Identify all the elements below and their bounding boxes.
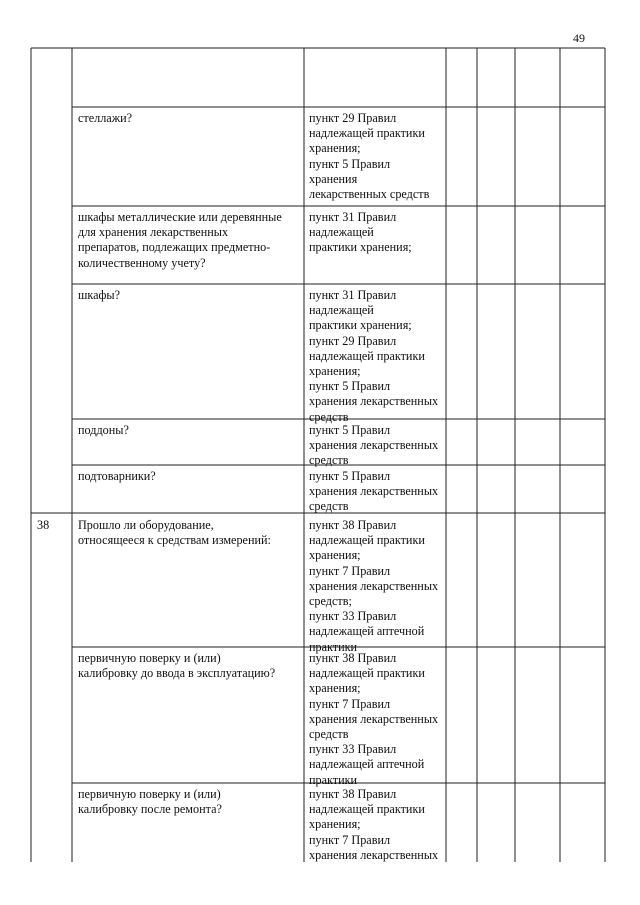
table-row-reference: пункт 29 Правил надлежащей практики хранения; пункт 5 Правил хранения лекарственных средств — [309, 111, 430, 202]
table-row-question: подтоварники? — [78, 469, 156, 483]
table-row-question: первичную поверку и (или) калибровку до ввода в эксплуатацию? — [78, 651, 276, 681]
table-row-question: поддоны? — [78, 423, 129, 437]
table-row-reference: пункт 38 Правил надлежащей практики хранения; пункт 7 Правил хранения лекарственных средств; пункт 33 Правил надлежащей аптечной практики — [309, 518, 439, 654]
table-row-question: шкафы? — [78, 288, 121, 302]
table-row-question: первичную поверку и (или) калибровку после ремонта? — [78, 787, 222, 817]
table-row-reference: пункт 31 Правил надлежащей практики хранения; пункт 29 Правил надлежащей практики хранения; пункт 5 Правил хранения лекарственных средств — [309, 288, 439, 424]
table-row-reference: пункт 5 Правил хранения лекарственных средств — [309, 423, 439, 468]
table-row-question: шкафы металлические или деревянные для хранения лекарственных препаратов, подлежащих предметно- количественному учету? — [78, 210, 282, 270]
table-row-reference: пункт 38 Правил надлежащей практики хранения; пункт 7 Правил хранения лекарственных — [309, 787, 439, 862]
table-row-question: стеллажи? — [78, 111, 133, 125]
row-number: 38 — [37, 518, 50, 532]
table-row-question: Прошло ли оборудование, относящееся к средствам измерений: — [78, 518, 271, 548]
table-row-reference: пункт 31 Правил надлежащей практики хранения; — [309, 210, 412, 255]
page-number: 49 — [573, 31, 585, 45]
table-row-reference: пункт 5 Правил хранения лекарственных средств — [309, 469, 439, 514]
table-row-reference: пункт 38 Правил надлежащей практики хранения; пункт 7 Правил хранения лекарственных средств пункт 33 Правил надлежащей аптечной практики — [309, 651, 439, 787]
